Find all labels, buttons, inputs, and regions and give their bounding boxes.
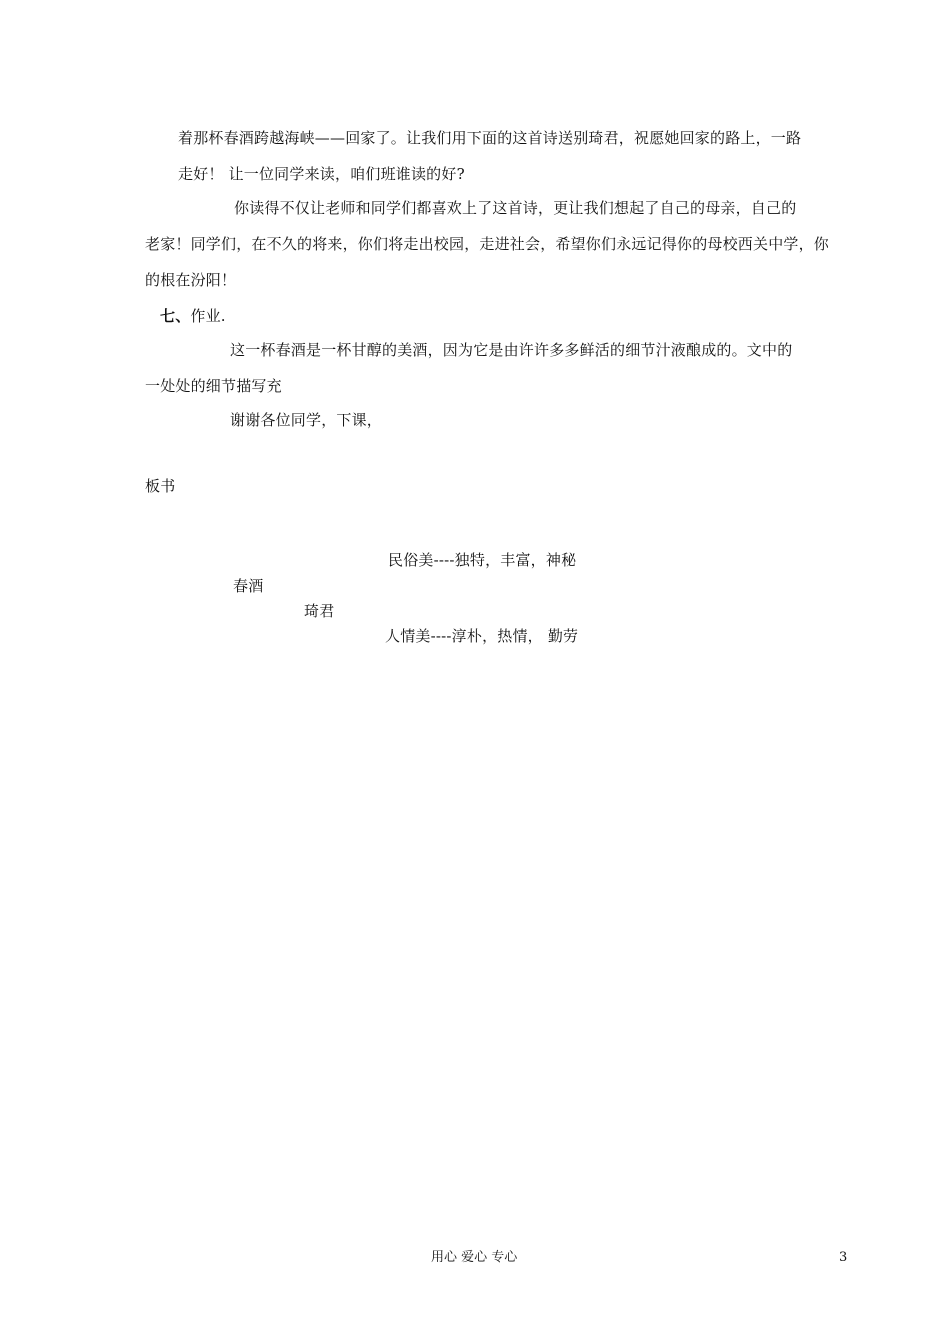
paragraph-line: 你读得不仅让老师和同学们都喜欢上了这首诗，更让我们想起了自己的母亲，自己的 [234, 199, 797, 217]
board-root: 春酒 [233, 577, 264, 595]
board-sub: 琦君 [304, 602, 335, 620]
homework-line: 这一杯春酒是一杯甘醇的美酒，因为它是由许许多多鲜活的细节汁液酿成的。文中的 [230, 341, 793, 359]
section-title: 作业. [190, 307, 226, 325]
board-label: 板书 [145, 477, 176, 495]
paragraph-line: 老家！同学们，在不久的将来，你们将走出校园，走进社会，希望你们永远记得你的母校西关中学，你 [145, 235, 830, 253]
footer-motto: 用心 爱心 专心 [431, 1250, 518, 1265]
paragraph-line: 走好！ 让一位同学来读，咱们班谁读的好? [178, 165, 465, 183]
board-branch-top: 民俗美----独特，丰富，神秘 [388, 551, 577, 569]
section-heading [160, 306, 226, 326]
paragraph-line: 着那杯春酒跨越海峡——回家了。让我们用下面的这首诗送别琦君，祝愿她回家的路上，一路 [178, 129, 802, 147]
page-number: 3 [839, 1250, 848, 1265]
homework-line: 一处处的细节描写充 [145, 377, 282, 395]
paragraph-line: 的根在汾阳！ [145, 271, 237, 289]
section-number: 七、 [160, 307, 191, 325]
board-branch-bottom: 人情美----淳朴，热情， 勤劳 [385, 627, 579, 645]
thanks-line: 谢谢各位同学，下课， [230, 411, 383, 429]
